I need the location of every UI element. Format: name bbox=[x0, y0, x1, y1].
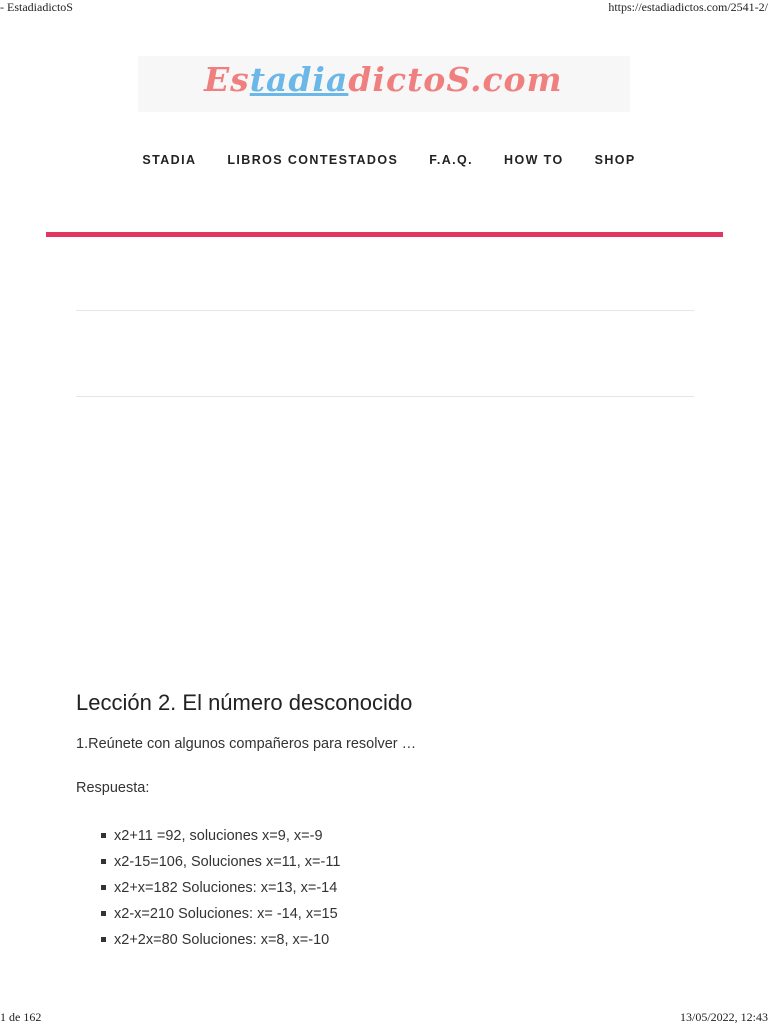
answer-text: x2+x=182 Soluciones: x=13, x=-14 bbox=[114, 880, 338, 896]
nav-item-how-to[interactable]: HOW TO bbox=[504, 153, 564, 167]
bullet-icon bbox=[101, 885, 106, 890]
nav-item-stadia[interactable]: STADIA bbox=[142, 153, 197, 167]
bullet-icon bbox=[101, 937, 106, 942]
answer-text: x2+11 =92, soluciones x=9, x=-9 bbox=[114, 828, 323, 844]
print-footer-timestamp: 13/05/2022, 12:43 bbox=[679, 1010, 768, 1024]
print-header-title: - EstadiadictoS bbox=[0, 0, 73, 14]
answer-label: Respuesta: bbox=[76, 780, 150, 796]
divider-bottom bbox=[76, 396, 694, 397]
main-nav bbox=[0, 153, 768, 167]
header-accent-bar bbox=[46, 232, 723, 237]
list-item bbox=[100, 905, 340, 931]
answer-list bbox=[100, 827, 340, 957]
logo-text-part2: tadia bbox=[249, 60, 349, 99]
list-item bbox=[100, 827, 340, 853]
print-footer-page-count: 1 de 162 bbox=[0, 1010, 42, 1024]
question-text: 1.Reúnete con algunos compañeros para resolver … bbox=[76, 736, 417, 752]
answer-text: x2-x=210 Soluciones: x= -14, x=15 bbox=[114, 906, 338, 922]
bullet-icon bbox=[101, 833, 106, 838]
list-item bbox=[100, 879, 340, 905]
bullet-icon bbox=[101, 911, 106, 916]
site-logo[interactable] bbox=[204, 60, 562, 99]
nav-item-shop[interactable]: SHOP bbox=[594, 153, 636, 167]
answer-text: x2-15=106, Soluciones x=11, x=-11 bbox=[114, 854, 341, 870]
nav-item-faq[interactable]: F.A.Q. bbox=[429, 153, 474, 167]
print-header-url: https://estadiadictos.com/2541-2/ bbox=[608, 0, 768, 14]
site-logo-banner[interactable] bbox=[138, 56, 630, 112]
divider-top bbox=[76, 310, 694, 311]
list-item bbox=[100, 931, 340, 957]
logo-text-part1: Es bbox=[204, 60, 250, 99]
nav-item-libros-contestados[interactable]: LIBROS CONTESTADOS bbox=[227, 153, 399, 167]
list-item bbox=[100, 853, 340, 879]
logo-text-part3: dictoS.com bbox=[348, 60, 563, 99]
lesson-title: Lección 2. El número desconocido bbox=[76, 690, 413, 715]
answer-text: x2+2x=80 Soluciones: x=8, x=-10 bbox=[114, 932, 330, 948]
bullet-icon bbox=[101, 859, 106, 864]
